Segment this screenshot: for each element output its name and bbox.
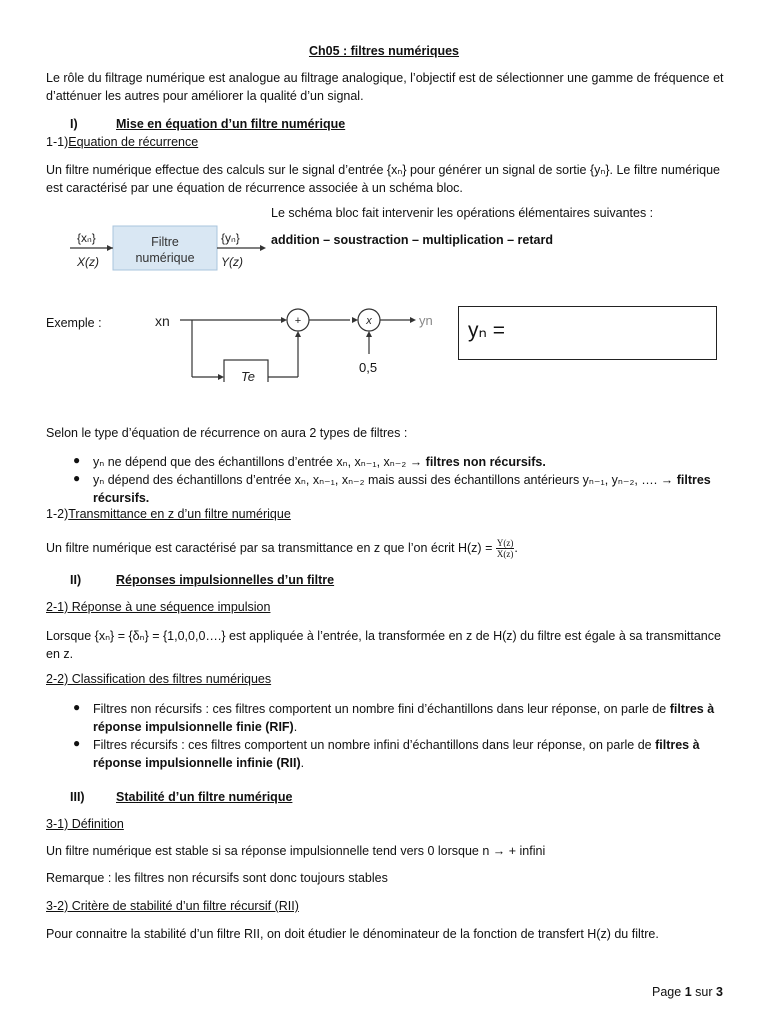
section-1-title: Mise en équation d’un filtre numérique: [116, 117, 346, 131]
subsection-1-1-heading: [46, 135, 198, 149]
arrow-right-icon: →: [492, 844, 506, 858]
filter-block-diagram: [60, 220, 270, 282]
filter-types-list: [0, 453, 768, 503]
subsection-3-2-heading: 3-2) Critère de stabilité d’un filtre récursif (RII): [46, 899, 299, 913]
subsection-2-1-heading: 2-1) Réponse à une séquence impulsion: [46, 600, 271, 614]
arrow-right-icon: →: [409, 455, 423, 469]
operations-intro: Le schéma bloc fait intervenir les opérations élémentaires suivantes :: [271, 206, 654, 220]
remark: Remarque : les filtres non récursifs sont donc toujours stables: [46, 871, 388, 885]
gain-label: 0,5: [359, 360, 378, 375]
operations-list: addition – soustraction – multiplication – retard: [271, 233, 553, 247]
paragraph-1-2: Un filtre numérique est caractérisé par sa transmittance en z que l’on écrit H(z) = $\frac{Y(z)}{X(z)}$ .: [46, 538, 518, 559]
subsection-2-2-heading: 2-2) Classification des filtres numériques: [46, 672, 272, 686]
page-title: Ch05 : filtres numériques: [308, 44, 460, 58]
subsection-1-1-number: 1-1): [46, 135, 69, 149]
bullet-icon: ●: [73, 700, 81, 714]
intro-paragraph: Le rôle du filtrage numérique est analogue au filtrage analogique, l’objectif est de sélectionner une gamme de fréquence et d’atténuer les autres pour améliorer la qualité d’un signal.: [46, 71, 724, 103]
example-diagram: [148, 296, 440, 382]
subsection-3-1-heading: 3-1) Définition: [46, 817, 124, 831]
subsection-1-2-number: 1-2): [46, 507, 69, 521]
block-box-line2: numérique: [135, 251, 195, 265]
block-input-z: X(z): [77, 255, 99, 269]
page-footer: Page 1 sur 3: [652, 985, 723, 999]
subsection-1-1-title: Equation de récurrence: [68, 135, 199, 149]
adder-symbol: +: [294, 315, 302, 327]
types-intro: Selon le type d’équation de récurrence on aura 2 types de filtres :: [46, 426, 408, 440]
paragraph-1-1: Un filtre numérique effectue des calculs sur le signal d’entrée {xₙ} pour générer un signal de sortie {yₙ}. Le filtre numérique est caractérisé par une équation de récurrence associée à un schéma bloc.: [46, 163, 721, 195]
block-output-seq: {yₙ}: [221, 231, 240, 245]
list-item: yₙ dépend des échantillons d’entrée xₙ, xₙ₋₁, xₙ₋₂ mais aussi des échantillons antérieurs yₙ₋₁, yₙ₋₂, …. → filtres récursifs.: [93, 473, 711, 505]
block-box-line1: Filtre: [151, 235, 179, 249]
current-page-number: 1: [684, 985, 692, 999]
answer-box-label: yₙ =: [468, 319, 505, 342]
section-1-number: I): [70, 117, 78, 131]
subsection-1-2-title: Transmittance en z d’un filtre numérique: [68, 507, 291, 521]
example-label: Exemple :: [46, 316, 102, 330]
section-2-title: Réponses impulsionnelles d’un filtre: [116, 573, 335, 587]
block-output-z: Y(z): [221, 255, 243, 269]
arrow-right-icon: →: [660, 473, 674, 487]
bullet-icon: ●: [73, 471, 81, 485]
bullet-icon: ●: [73, 736, 81, 750]
multiplier-symbol: x: [366, 315, 372, 327]
paragraph-2-1: Lorsque {xₙ} = {δₙ} = {1,0,0,0….} est appliquée à l’entrée, la transformée en z de H(z) du filtre est égale à sa transmittance en z.: [46, 629, 721, 661]
block-input-seq: {xₙ}: [77, 231, 96, 245]
answer-box[interactable]: [458, 306, 717, 360]
example-yn-label: yn: [419, 313, 433, 328]
total-pages: 3: [715, 985, 723, 999]
subsection-1-2-heading: [46, 507, 291, 521]
list-item: Filtres récursifs : ces filtres comportent un nombre infini d’échantillons dans leur réponse, on parle de filtres à réponse impulsionnelle infinie (RII).: [93, 738, 700, 770]
section-3-title: Stabilité d’un filtre numérique: [116, 790, 293, 804]
section-3-number: III): [70, 790, 85, 804]
example-xn-label: xn: [155, 313, 170, 329]
section-2-number: II): [70, 573, 82, 587]
paragraph-3-2: Pour connaitre la stabilité d’un filtre RII, on doit étudier le dénominateur de la fonction de transfert H(z) du filtre.: [46, 927, 659, 941]
list-item: yₙ ne dépend que des échantillons d’entrée xₙ, xₙ₋₁, xₙ₋₂ → filtres non récursifs.: [93, 455, 546, 469]
paragraph-3-1: Un filtre numérique est stable si sa réponse impulsionnelle tend vers 0 lorsque n → + infini: [46, 844, 546, 858]
transfer-fraction: $\frac{Y(z)}{X(z)}$: [496, 538, 514, 559]
classification-list: [0, 700, 768, 772]
bullet-icon: ●: [73, 453, 81, 467]
delay-label: Te: [241, 369, 255, 382]
list-item: Filtres non récursifs : ces filtres comportent un nombre fini d’échantillons dans leur réponse, on parle de filtres à réponse impulsionnelle finie (RIF).: [93, 702, 715, 734]
